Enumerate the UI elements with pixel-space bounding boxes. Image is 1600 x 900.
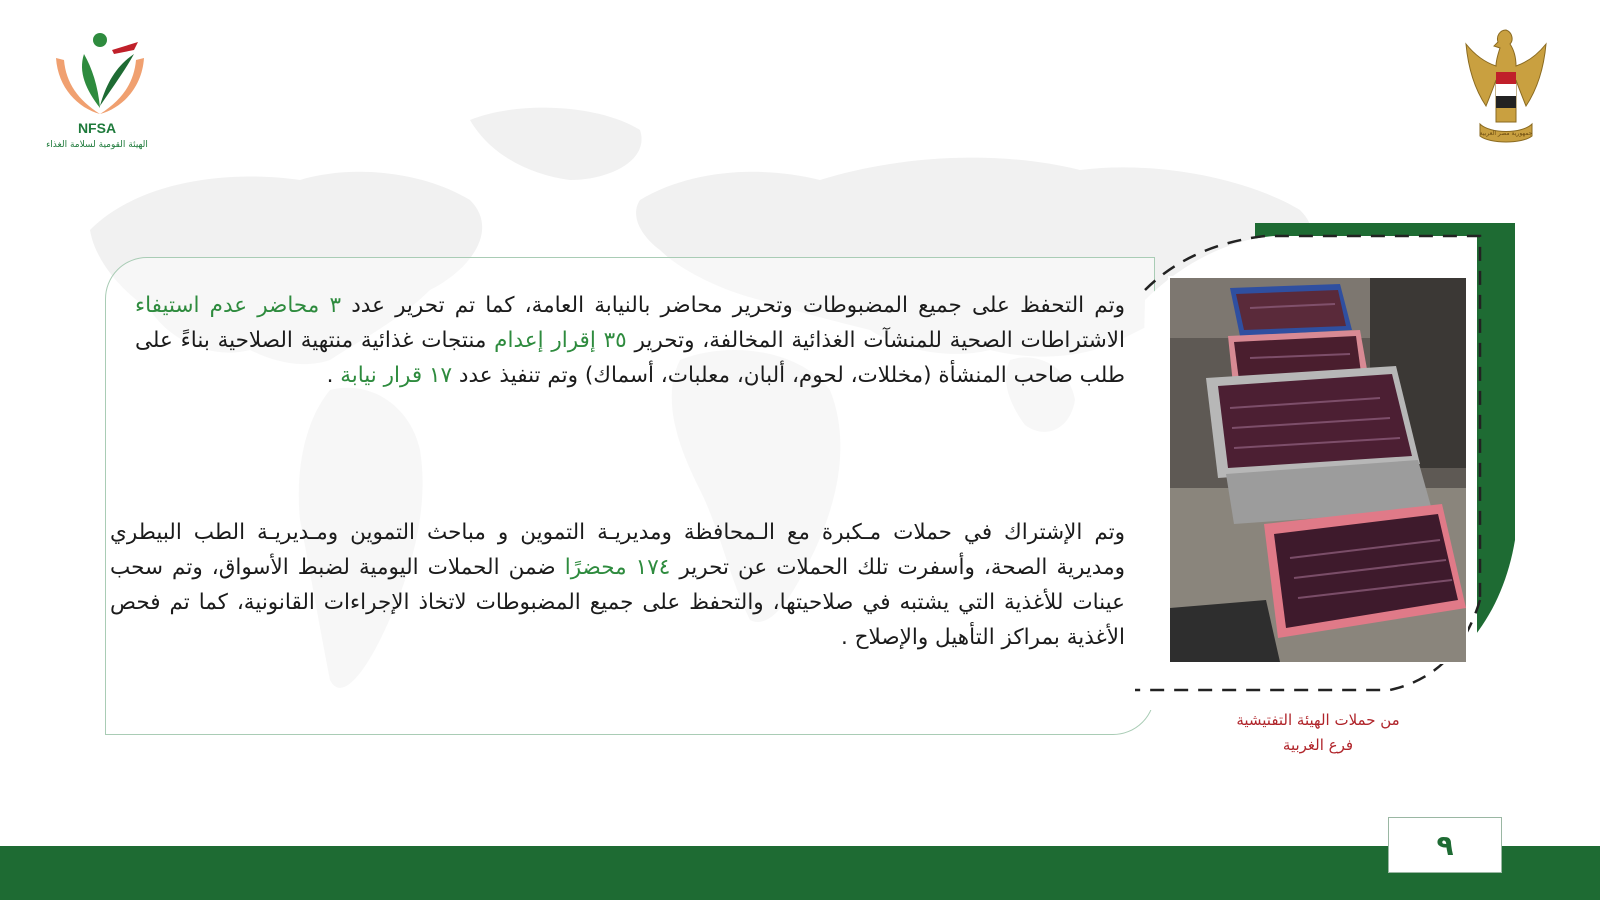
p1-text-2: الاشتراطات الصحية للمنشآت الغذائية المخالفة، وتحرير (626, 328, 1126, 353)
p1-highlight-reports: ٣ محاضر عدم استيفاء (135, 293, 342, 318)
inspection-photo (1168, 276, 1468, 664)
nfsa-abbreviation: NFSA (77, 120, 117, 136)
footer-bar (0, 846, 1600, 900)
caption-line-2: فرع الغربية (1282, 736, 1354, 754)
p1-highlight-prosecution: ١٧ قرار نيابة (340, 363, 453, 388)
page-number: ٩ (1388, 817, 1502, 873)
p1-text-4: . (326, 363, 341, 388)
paragraph-campaigns (110, 515, 1125, 655)
photo-caption (1168, 708, 1468, 758)
eagle-scroll-text: جمهورية مصر العربية (1479, 130, 1533, 137)
nfsa-logo-icon (48, 28, 152, 120)
paragraph-violations (135, 288, 1125, 393)
p1-highlight-destruction: ٣٥ إقرار إعدام (494, 328, 627, 353)
caption-line-1: من حملات الهيئة التفتيشية (1236, 711, 1400, 729)
p1-text-3: منتجات غذائية منتهية الصلاحية بناءً على طلب صاحب المنشأة (مخللات، لحوم، ألبان، معلبات، أسماك) وتم تنفيذ عدد (135, 328, 1125, 388)
egypt-eagle-emblem-icon (1460, 26, 1552, 150)
nfsa-logo (40, 28, 160, 158)
nfsa-full-name: الهيئة القومية لسلامة الغذاء (46, 140, 148, 150)
p2-text-2: ضمن الحملات اليومية لضبط الأسواق، وتم سحب عينات للأغذية التي يشتبه في صلاحيتها، والتحفظ على جميع المضبوطات لاتخاذ الإجراءات القانونية، كما تم فحص الأغذية بمراكز التأهيل والإصلاح . (110, 555, 1125, 650)
p1-text-1: وتم التحفظ على جميع المضبوطات وتحرير محاضر بالنيابة العامة، كما تم تحرير عدد (341, 293, 1125, 318)
p2-highlight-reports: ١٧٤ محضرًا (564, 555, 671, 580)
p2-text-1: وتم الإشتراك في حملات مـكبرة مع الـمحافظة ومديريـة التموين و مباحث التموين ومـديريـة الطب البيطري ومديرية الصحة، وأسفرت تلك الحملات عن تحرير (110, 520, 1125, 580)
